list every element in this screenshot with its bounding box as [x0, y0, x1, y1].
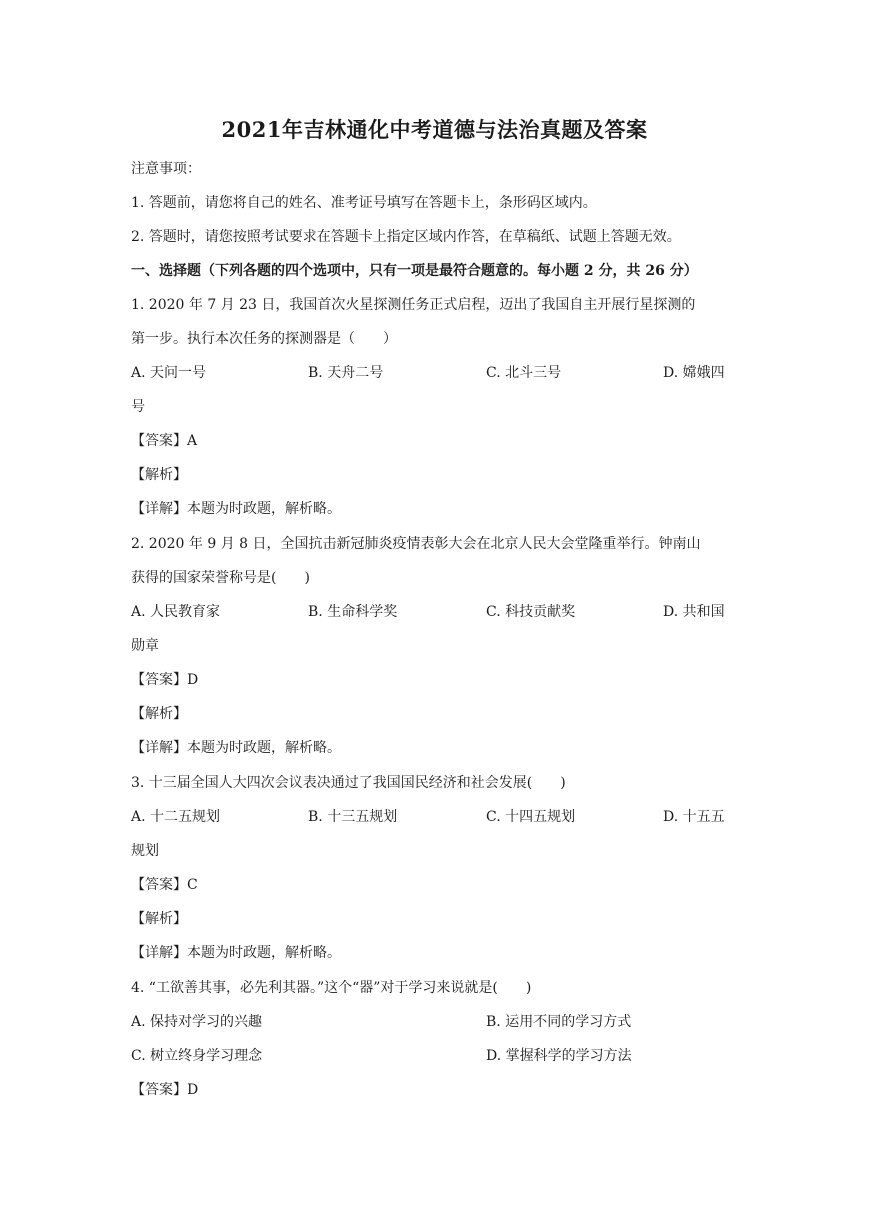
question-3-stem-line-1: 3. 十三届全国人大四次会议表决通过了我国国民经济和社会发展( ): [131, 775, 566, 791]
question-2-stem-line-2: 获得的国家荣誉称号是( ): [131, 570, 310, 586]
question-1-option-d-wrap: 号: [131, 399, 145, 415]
question-3-option-b: B. 十三五规划: [308, 809, 398, 825]
question-4-answer: 【答案】D: [131, 1082, 199, 1098]
question-3-detail: 【详解】本题为时政题，解析略。: [131, 945, 341, 961]
question-3-option-d: D. 十五五: [663, 809, 725, 825]
question-2-analysis: 【解析】: [131, 706, 187, 722]
question-3-option-a: A. 十二五规划: [131, 809, 221, 825]
question-2-stem-line-1: 2. 2020 年 9 月 8 日，全国抗击新冠肺炎疫情表彰大会在北京人民大会堂隆重举行。钟南山: [131, 536, 701, 552]
question-4-option-c: C. 树立终身学习理念: [131, 1048, 263, 1064]
question-2-option-c: C. 科技贡献奖: [486, 604, 576, 620]
notice-heading: 注意事项：: [131, 161, 201, 177]
question-2-option-d: D. 共和国: [663, 604, 725, 620]
question-2-answer: 【答案】D: [131, 672, 199, 688]
question-2-option-d-wrap: 勋章: [131, 638, 159, 654]
question-1-option-d: D. 嫦娥四: [663, 365, 725, 381]
question-1-stem-line-2: 第一步。执行本次任务的探测器是（ ）: [131, 331, 397, 347]
document-title: 2021年吉林通化中考道德与法治真题及答案: [221, 117, 648, 142]
notice-item-2: 2. 答题时，请您按照考试要求在答题卡上指定区域内作答，在草稿纸、试题上答题无效。: [131, 229, 681, 245]
question-3-analysis: 【解析】: [131, 911, 187, 927]
question-4-stem-line-1: 4. “工欲善其事，必先利其器。”这个“器”对于学习来说就是( ): [131, 980, 532, 996]
question-1-option-a: A. 天问一号: [131, 365, 207, 381]
question-2-option-b: B. 生命科学奖: [308, 604, 398, 620]
notice-item-1: 1. 答题前，请您将自己的姓名、准考证号填写在答题卡上，条形码区域内。: [131, 195, 597, 211]
question-4-option-a: A. 保持对学习的兴趣: [131, 1014, 263, 1030]
question-1-option-b: B. 天舟二号: [308, 365, 384, 381]
question-1-option-c: C. 北斗三号: [486, 365, 562, 381]
question-1-answer: 【答案】A: [131, 433, 198, 449]
question-1-stem-line-1: 1. 2020 年 7 月 23 日，我国首次火星探测任务正式启程，迈出了我国自主开展行星探测的: [131, 297, 696, 313]
question-3-option-c: C. 十四五规划: [486, 809, 576, 825]
question-1-analysis: 【解析】: [131, 467, 187, 483]
question-1-detail: 【详解】本题为时政题，解析略。: [131, 501, 341, 517]
section-heading: 一、选择题（下列各题的四个选项中，只有一项是最符合题意的。每小题 2 分，共 26 分）: [131, 263, 698, 279]
question-4-option-d: D. 掌握科学的学习方法: [486, 1048, 632, 1064]
question-3-option-d-wrap: 规划: [131, 843, 159, 859]
question-2-option-a: A. 人民教育家: [131, 604, 221, 620]
question-2-detail: 【详解】本题为时政题，解析略。: [131, 740, 341, 756]
question-4-option-b: B. 运用不同的学习方式: [486, 1014, 632, 1030]
question-3-answer: 【答案】C: [131, 877, 198, 893]
